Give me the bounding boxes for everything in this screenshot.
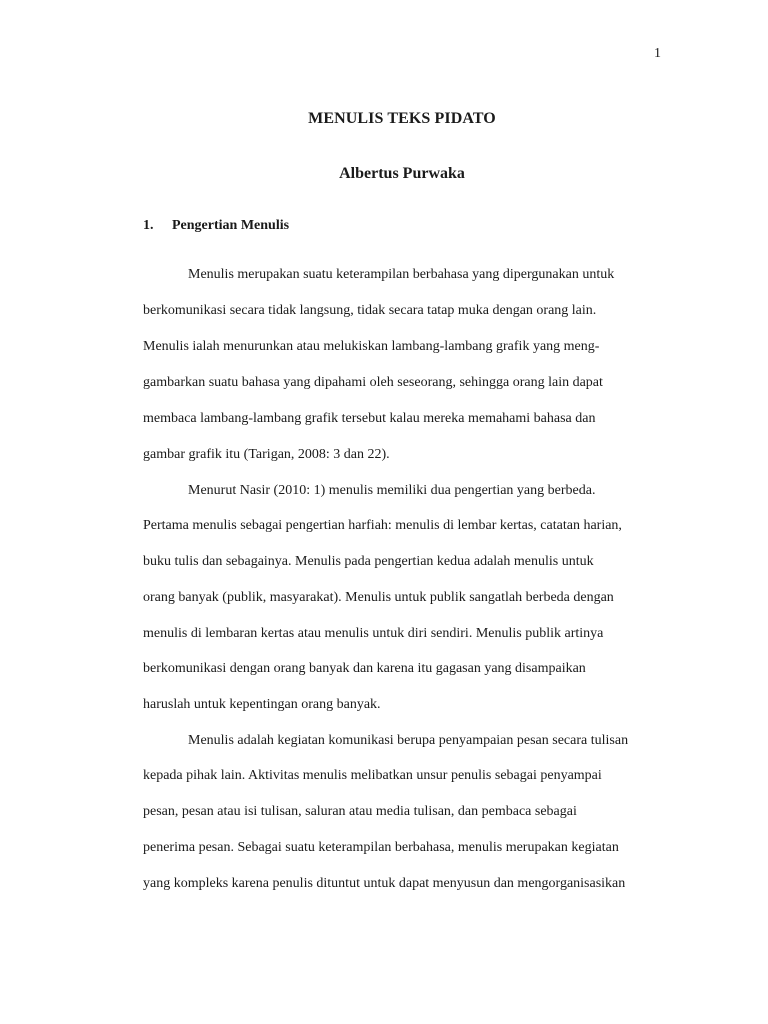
paragraph-2-line-5: menulis di lembaran kertas atau menulis untuk diri sendiri. Menulis publik artinya — [143, 626, 604, 641]
paragraph-2-line-6: berkomunikasi dengan orang banyak dan karena itu gagasan yang disampaikan — [143, 661, 586, 676]
section-heading — [143, 218, 289, 234]
paragraph-2-line-4: orang banyak (publik, masyarakat). Menulis untuk publik sangatlah berbeda dengan — [143, 590, 614, 605]
paragraph-2-line-2: Pertama menulis sebagai pengertian harfiah: menulis di lembar kertas, catatan harian, — [143, 518, 622, 533]
section-title: Pengertian Menulis — [172, 218, 290, 233]
section-number: 1. — [143, 218, 154, 233]
paragraph-2-line-7: haruslah untuk kepentingan orang banyak. — [143, 697, 381, 712]
paragraph-1-line-2: berkomunikasi secara tidak langsung, tidak secara tatap muka dengan orang lain. — [143, 303, 597, 318]
paragraph-3-line-5: yang kompleks karena penulis dituntut untuk dapat menyusun dan mengorganisasikan — [143, 876, 626, 891]
paragraph-2-line-3: buku tulis dan sebagainya. Menulis pada pengertian kedua adalah menulis untuk — [143, 554, 594, 569]
author-name: Albertus Purwaka — [339, 165, 465, 182]
paragraph-3-line-4: penerima pesan. Sebagai suatu keterampilan berbahasa, menulis merupakan kegiatan — [143, 840, 619, 855]
paragraph-2-line-1: Menurut Nasir (2010: 1) menulis memiliki dua pengertian yang berbeda. — [188, 483, 596, 498]
paragraph-1-line-4: gambarkan suatu bahasa yang dipahami oleh seseorang, sehingga orang lain dapat — [143, 375, 603, 390]
page-number: 1 — [654, 46, 661, 61]
paragraph-1-line-5: membaca lambang-lambang grafik tersebut kalau mereka memahami bahasa dan — [143, 411, 596, 426]
paragraph-1-line-3: Menulis ialah menurunkan atau melukiskan lambang-lambang grafik yang meng- — [143, 339, 600, 354]
paragraph-1-line-1: Menulis merupakan suatu keterampilan berbahasa yang dipergunakan untuk — [188, 267, 615, 282]
paragraph-3-line-2: kepada pihak lain. Aktivitas menulis melibatkan unsur penulis sebagai penyampai — [143, 768, 602, 783]
paragraph-3-line-1: Menulis adalah kegiatan komunikasi berupa penyampaian pesan secara tulisan — [188, 733, 629, 748]
paragraph-3-line-3: pesan, pesan atau isi tulisan, saluran atau media tulisan, dan pembaca sebagai — [143, 804, 577, 819]
document-title: MENULIS TEKS PIDATO — [308, 110, 496, 127]
paragraph-1-line-6: gambar grafik itu (Tarigan, 2008: 3 dan 22). — [143, 447, 390, 462]
